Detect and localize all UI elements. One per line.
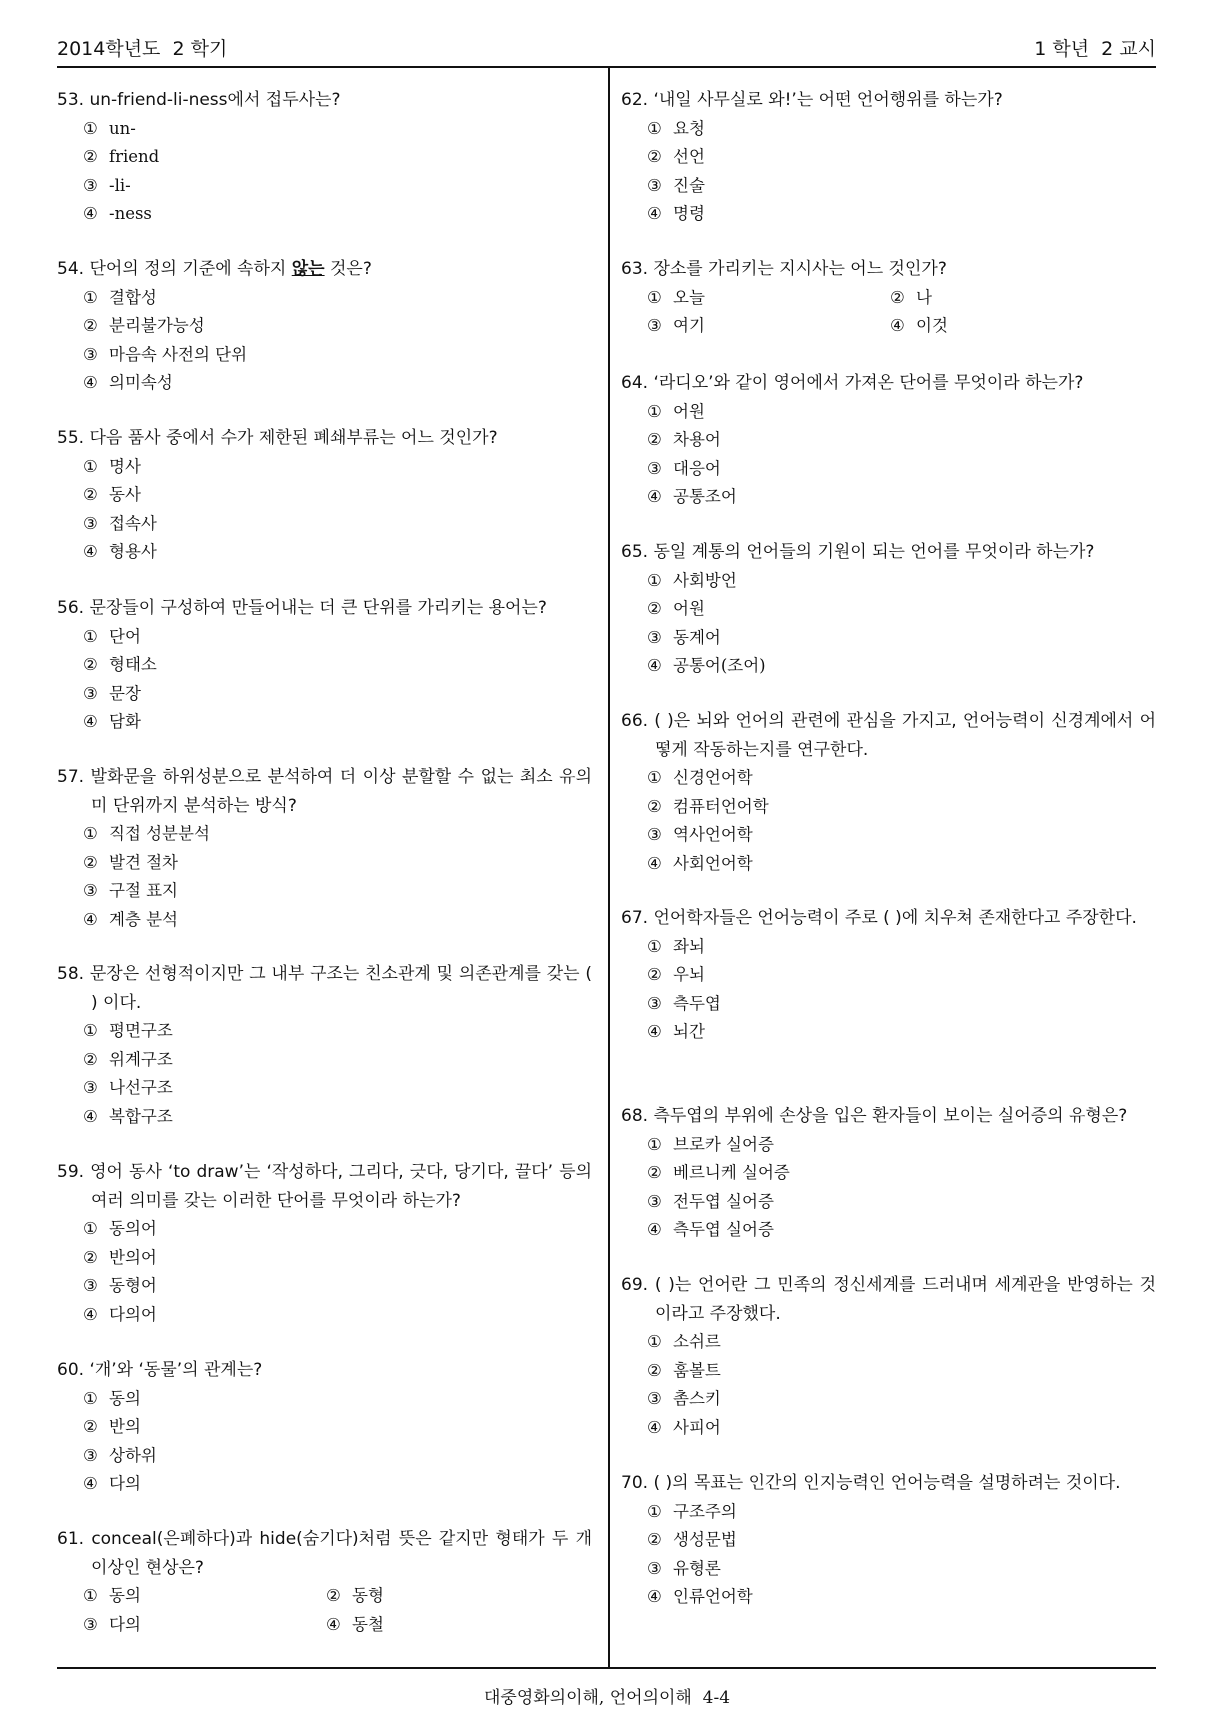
option[interactable]: ③ 동형어 [83,1276,157,1295]
option[interactable]: ④ 공통조어 [647,487,737,506]
option[interactable]: ④ -ness [83,204,152,223]
option[interactable]: ④ 다의어 [83,1304,157,1324]
option[interactable]: ② 훔볼트 [647,1360,721,1380]
option[interactable]: ② 나 [890,287,932,307]
option[interactable]: ③ 상하위 [83,1445,157,1465]
question-54: 54. 단어의 정의 기준에 속하지 않는 것은? ① 결합성 ② 분리불가능성 ③ 마음속 사전의 단위 ④ 의미속성 [57,255,592,398]
option[interactable]: ① 요청 [647,118,705,138]
option[interactable]: ② 발견 절차 [83,852,179,872]
option[interactable]: ② 선언 [647,147,705,166]
option[interactable]: ④ 사회언어학 [647,853,753,873]
option[interactable]: ③ 전두엽 실어증 [647,1191,774,1211]
question-67: 67. 언어학자들은 언어능력이 주로 ( )에 치우쳐 존재한다고 주장한다. ① 좌뇌 ② 우뇌 ③ 측두엽 ④ 뇌간 [621,904,1156,1047]
question-61: 61. conceal(은폐하다)과 hide(숨기다)처럼 뜻은 같지만 형태가 두 개 이상인 현상은? ① 동의 ② 동형 ③ 다의 ④ 동철 [57,1525,592,1639]
option[interactable]: ④ 계층 분석 [83,909,179,929]
option[interactable]: ① 결합성 [83,287,157,307]
header-rule [57,66,1156,68]
question-56: 56. 문장들이 구성하여 만들어내는 더 큰 단위를 가리키는 용어는? ① 단어 ② 형태소 ③ 문장 ④ 담화 [57,594,592,737]
option[interactable]: ① 구조주의 [647,1501,737,1521]
option[interactable]: ③ 동계어 [647,627,721,647]
term-label: 2014학년도 2 학기 [57,38,228,60]
option[interactable]: ③ 구절 표지 [83,881,179,900]
option[interactable]: ③ 마음속 사전의 단위 [83,344,248,364]
option[interactable]: ② 반의어 [83,1247,157,1267]
page-footer: 대중영화의이해, 언어의이해 4-4 [483,1688,731,1708]
option[interactable]: ② 차용어 [647,430,721,449]
question-55: 55. 다음 품사 중에서 수가 제한된 폐쇄부류는 어느 것인가? ① 명사 ② 동사 ③ 접속사 ④ 형용사 [57,424,592,567]
question-53: 53. un-friend-li-ness에서 접두사는? ① un- ② friend ③ -li- ④ -ness [57,86,592,229]
option[interactable]: ② 어원 [647,599,705,618]
option[interactable]: ③ 진술 [647,175,705,195]
option[interactable]: ① 직접 성분분석 [83,824,210,843]
option[interactable]: ④ 측두엽 실어증 [647,1220,774,1239]
option[interactable]: ③ 다의 [83,1614,141,1634]
question-59: 59. 영어 동사 ‘to draw’는 ‘작성하다, 그리다, 긋다, 당기다, 끌다’ 등의 여러 의미를 갖는 이러한 단어를 무엇이라 하는가? ① 동의어 ② 반의어 ③ 동형어 ④ 다의어 [57,1158,592,1329]
question-70: 70. ( )의 목표는 인간의 인지능력인 언어능력을 설명하려는 것이다. ① 구조주의 ② 생성문법 ③ 유형론 ④ 인류언어학 [621,1469,1156,1612]
option[interactable]: ① 평면구조 [83,1021,173,1040]
question-58: 58. 문장은 선형적이지만 그 내부 구조는 친소관계 및 의존관계를 갖는 ( ) 이다. ① 평면구조 ② 위계구조 ③ 나선구조 ④ 복합구조 [57,960,592,1131]
question-57: 57. 발화문을 하위성분으로 분석하여 더 이상 분할할 수 없는 최소 유의미 단위까지 분석하는 방식? ① 직접 성분분석 ② 발견 절차 ③ 구절 표지 ④ 계층 분석 [57,763,592,934]
question-64: 64. ‘라디오’와 같이 영어에서 가져온 단어를 무엇이라 하는가? ① 어원 ② 차용어 ③ 대응어 ④ 공통조어 [621,369,1156,512]
option[interactable]: ④ 담화 [83,712,141,731]
option[interactable]: ① 동의어 [83,1219,157,1238]
option[interactable]: ④ 인류언어학 [647,1587,753,1606]
option[interactable]: ② 우뇌 [647,965,705,984]
option[interactable]: ① 소쉬르 [647,1332,721,1351]
option[interactable]: ② 컴퓨터언어학 [647,796,769,816]
option[interactable]: ④ 다의 [83,1474,141,1493]
option[interactable]: ④ 이것 [890,316,948,335]
option[interactable]: ③ 나선구조 [83,1078,173,1097]
column-divider [608,67,610,1667]
option[interactable]: ③ 촘스키 [647,1389,721,1408]
option[interactable]: ④ 동철 [326,1614,384,1634]
question-63: 63. 장소를 가리키는 지시사는 어느 것인가? ① 오늘 ② 나 ③ 여기 ④ 이것 [621,255,1156,341]
option[interactable]: ① 신경언어학 [647,768,753,787]
option[interactable]: ② 형태소 [83,655,157,674]
option[interactable]: ① un- [83,118,136,138]
question-66: 66. ( )은 뇌와 언어의 관련에 관심을 가지고, 언어능력이 신경계에서 어떻게 작동하는지를 연구한다. ① 신경언어학 ② 컴퓨터언어학 ③ 역사언어학 ④ 사회언어학 [621,707,1156,878]
option[interactable]: ① 동의 [83,1388,141,1408]
page-header [57,34,1156,64]
option[interactable]: ① 브로카 실어증 [647,1134,774,1154]
option[interactable]: ③ 접속사 [83,513,157,533]
option[interactable]: ② 반의 [83,1417,141,1436]
question-68: 68. 측두엽의 부위에 손상을 입은 환자들이 보이는 실어증의 유형은? ① 브로카 실어증 ② 베르니케 실어증 ③ 전두엽 실어증 ④ 측두엽 실어증 [621,1102,1156,1245]
option[interactable]: ② friend [83,147,160,166]
option[interactable]: ② 베르니케 실어증 [647,1163,790,1182]
question-60: 60. ‘개’와 ‘동물’의 관계는? ① 동의 ② 반의 ③ 상하위 ④ 다의 [57,1356,592,1499]
option[interactable]: ② 위계구조 [83,1049,173,1069]
option[interactable]: ① 단어 [83,626,141,646]
option[interactable]: ④ 사피어 [647,1417,721,1437]
option[interactable]: ② 분리불가능성 [83,316,205,335]
option[interactable]: ① 오늘 [647,287,705,307]
option[interactable]: ④ 명령 [647,204,705,223]
option[interactable]: ④ 형용사 [83,542,157,561]
option[interactable]: ④ 의미속성 [83,373,173,392]
option[interactable]: ① 동의 [83,1586,141,1605]
option[interactable]: ② 생성문법 [647,1530,737,1549]
option[interactable]: ① 사회방언 [647,570,737,590]
question-65: 65. 동일 계통의 언어들의 기원이 되는 언어를 무엇이라 하는가? ① 사회방언 ② 어원 ③ 동계어 ④ 공통어(조어) [621,538,1156,681]
option[interactable]: ② 동사 [83,485,141,504]
question-62: 62. ‘내일 사무실로 와!’는 어떤 언어행위를 하는가? ① 요청 ② 선언 ③ 진술 ④ 명령 [621,86,1156,229]
option[interactable]: ① 좌뇌 [647,936,705,956]
option[interactable]: ③ 문장 [83,683,141,703]
question-69: 69. ( )는 언어란 그 민족의 정신세계를 드러내며 세계관을 반영하는 것이라고 주장했다. ① 소쉬르 ② 훔볼트 ③ 촘스키 ④ 사피어 [621,1271,1156,1442]
option[interactable]: ③ -li- [83,175,131,195]
option[interactable]: ② 동형 [326,1586,384,1605]
option[interactable]: ③ 측두엽 [647,993,721,1013]
option[interactable]: ④ 복합구조 [83,1106,173,1126]
option[interactable]: ③ 여기 [647,316,705,335]
option[interactable]: ④ 뇌간 [647,1022,705,1041]
option[interactable]: ① 명사 [83,456,141,476]
footer-rule [57,1667,1156,1669]
option[interactable]: ① 어원 [647,401,705,421]
emphasis-not: 않는 [291,259,325,279]
option[interactable]: ③ 유형론 [647,1558,721,1578]
session-label: 1 학년 2 교시 [1034,38,1156,60]
option[interactable]: ③ 대응어 [647,458,721,478]
option[interactable]: ④ 공통어(조어) [647,656,766,675]
option[interactable]: ③ 역사언어학 [647,825,753,844]
